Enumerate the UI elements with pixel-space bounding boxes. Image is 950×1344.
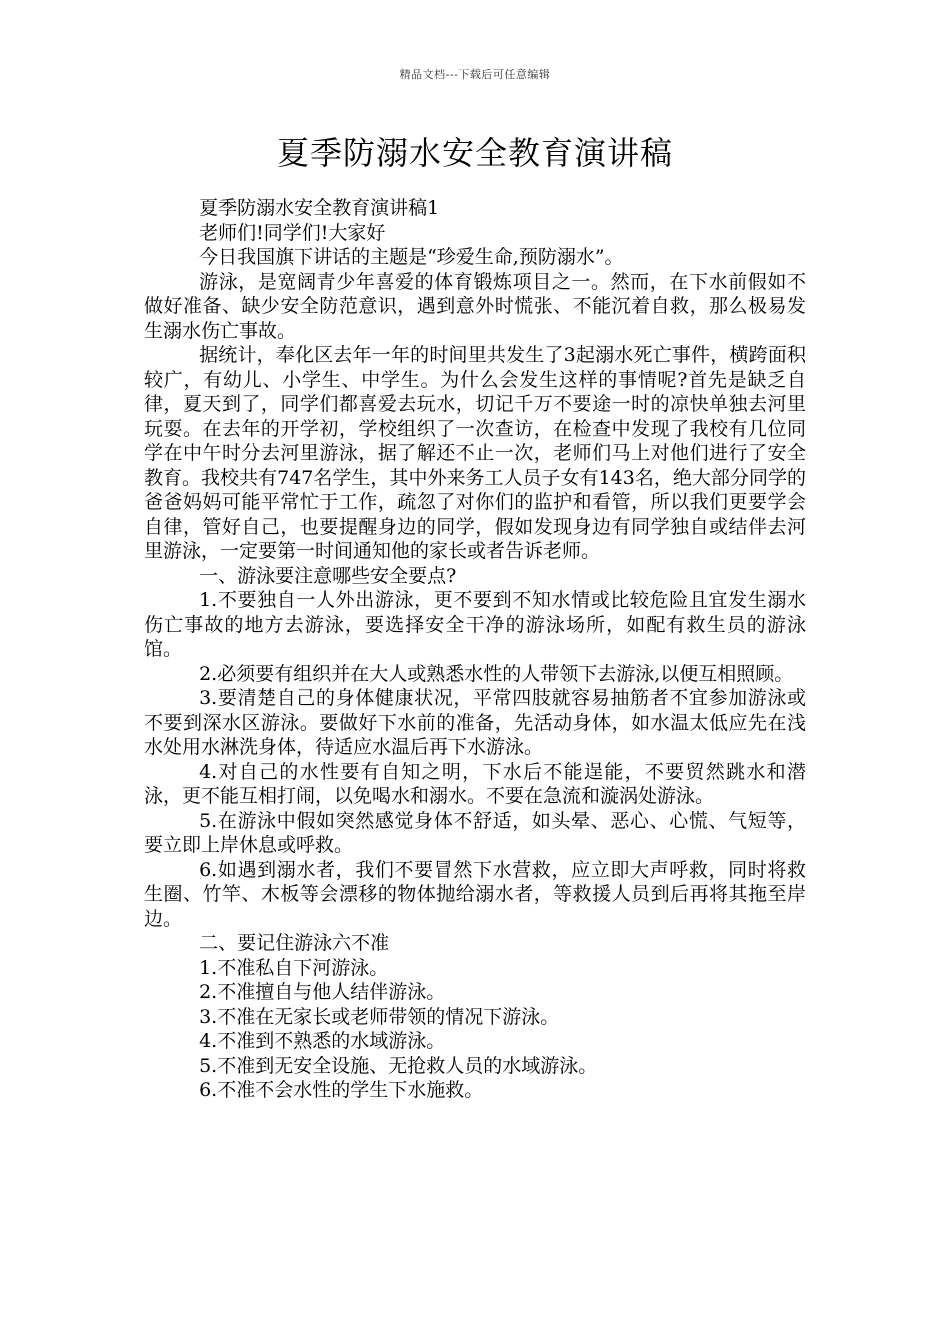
list-item: 5.不准到无安全设施、无抢救人员的水域游泳。 xyxy=(199,1054,598,1077)
list-item: 3.不准在无家长或老师带领的情况下游泳。 xyxy=(199,1005,560,1028)
paragraph: 今日我国旗下讲话的主题是“珍爱生命,预防溺水”。 xyxy=(199,246,624,268)
list-item: 1.不要独自一人外出游泳，更不要到不知水情或比较危险且宜发生溺水伤亡事故的地方去游泳，要选择安全干净的游泳场所，如配有救生员的游泳馆。 xyxy=(144,589,806,660)
header-note: 精品文档---下载后可任意编辑 xyxy=(399,68,551,81)
paragraph: 游泳，是宽阔青少年喜爱的体育锻炼项目之一。然而，在下水前假如不做好准备、缺少安全防范意识，遇到意外时慌张、不能沉着自救，那么极易发生溺水伤亡事故。 xyxy=(144,270,806,342)
document-title: 夏季防溺水安全教育演讲稿 xyxy=(276,134,673,172)
section-heading: 二、要记住游泳六不准 xyxy=(199,932,390,954)
list-item: 4.不准到不熟悉的水域游泳。 xyxy=(199,1030,446,1052)
paragraph: 夏季防溺水安全教育演讲稿1 xyxy=(199,197,440,219)
section-heading: 一、游泳要注意哪些安全要点? xyxy=(199,564,457,587)
list-item: 2.必须要有组织并在大人或熟悉水性的人带领下去游泳,以便互相照顾。 xyxy=(199,662,794,685)
document-body xyxy=(144,196,806,1103)
list-item: 5.在游泳中假如突然感觉身体不舒适，如头晕、恶心、心慌、气短等，要立即上岸休息或呼救。 xyxy=(144,809,806,856)
list-item: 3.要清楚自己的身体健康状况，平常四肢就容易抽筋者不宜参加游泳或不要到深水区游泳。要做好下水前的准备，先活动身体，如水温太低应先在浅水处用水淋洗身体，待适应水温后再下水游泳。 xyxy=(144,687,806,758)
paragraph: 据统计，奉化区去年一年的时间里共发生了3起溺水死亡事件，横跨面积较广，有幼儿、小学生、中学生。为什么会发生这样的事情呢?首先是缺乏自律，夏天到了，同学们都喜爱去玩水，切记千万不要途一时的凉快单独去河里玩耍。在去年的开学初，学校组织了一次查访，在检查中发现了我校有几位同学在中午时分去河里游泳，据了解还不止一次，老师们马上对他们进行了安全教育。我校共有747名学生，其中外来务工人员子女有143名，绝大部分同学的爸爸妈妈可能平常忙于工作，疏忽了对你们的监护和看管，所以我们更要学会自律，管好自己，也要提醒身边的同学，假如发现身边有同学独自或结伴去河里游泳，一定要第一时间通知他的家长或者告诉老师。 xyxy=(144,344,806,562)
list-item: 6.如遇到溺水者，我们不要冒然下水营救，应立即大声呼救，同时将救生圈、竹竿、木板等会漂移的物体抛给溺水者，等救援人员到后再将其拖至岸边。 xyxy=(144,858,806,930)
list-item: 1.不准私自下河游泳。 xyxy=(199,956,389,979)
list-item: 2.不准擅自与他人结伴游泳。 xyxy=(199,981,446,1003)
list-item: 4.对自己的水性要有自知之明，下水后不能逞能，不要贸然跳水和潜泳，更不能互相打闹，以免喝水和溺水。不要在急流和漩涡处游泳。 xyxy=(144,760,806,807)
list-item: 6.不准不会水性的学生下水施救。 xyxy=(199,1079,484,1101)
paragraph: 老师们!同学们!大家好 xyxy=(199,221,386,244)
